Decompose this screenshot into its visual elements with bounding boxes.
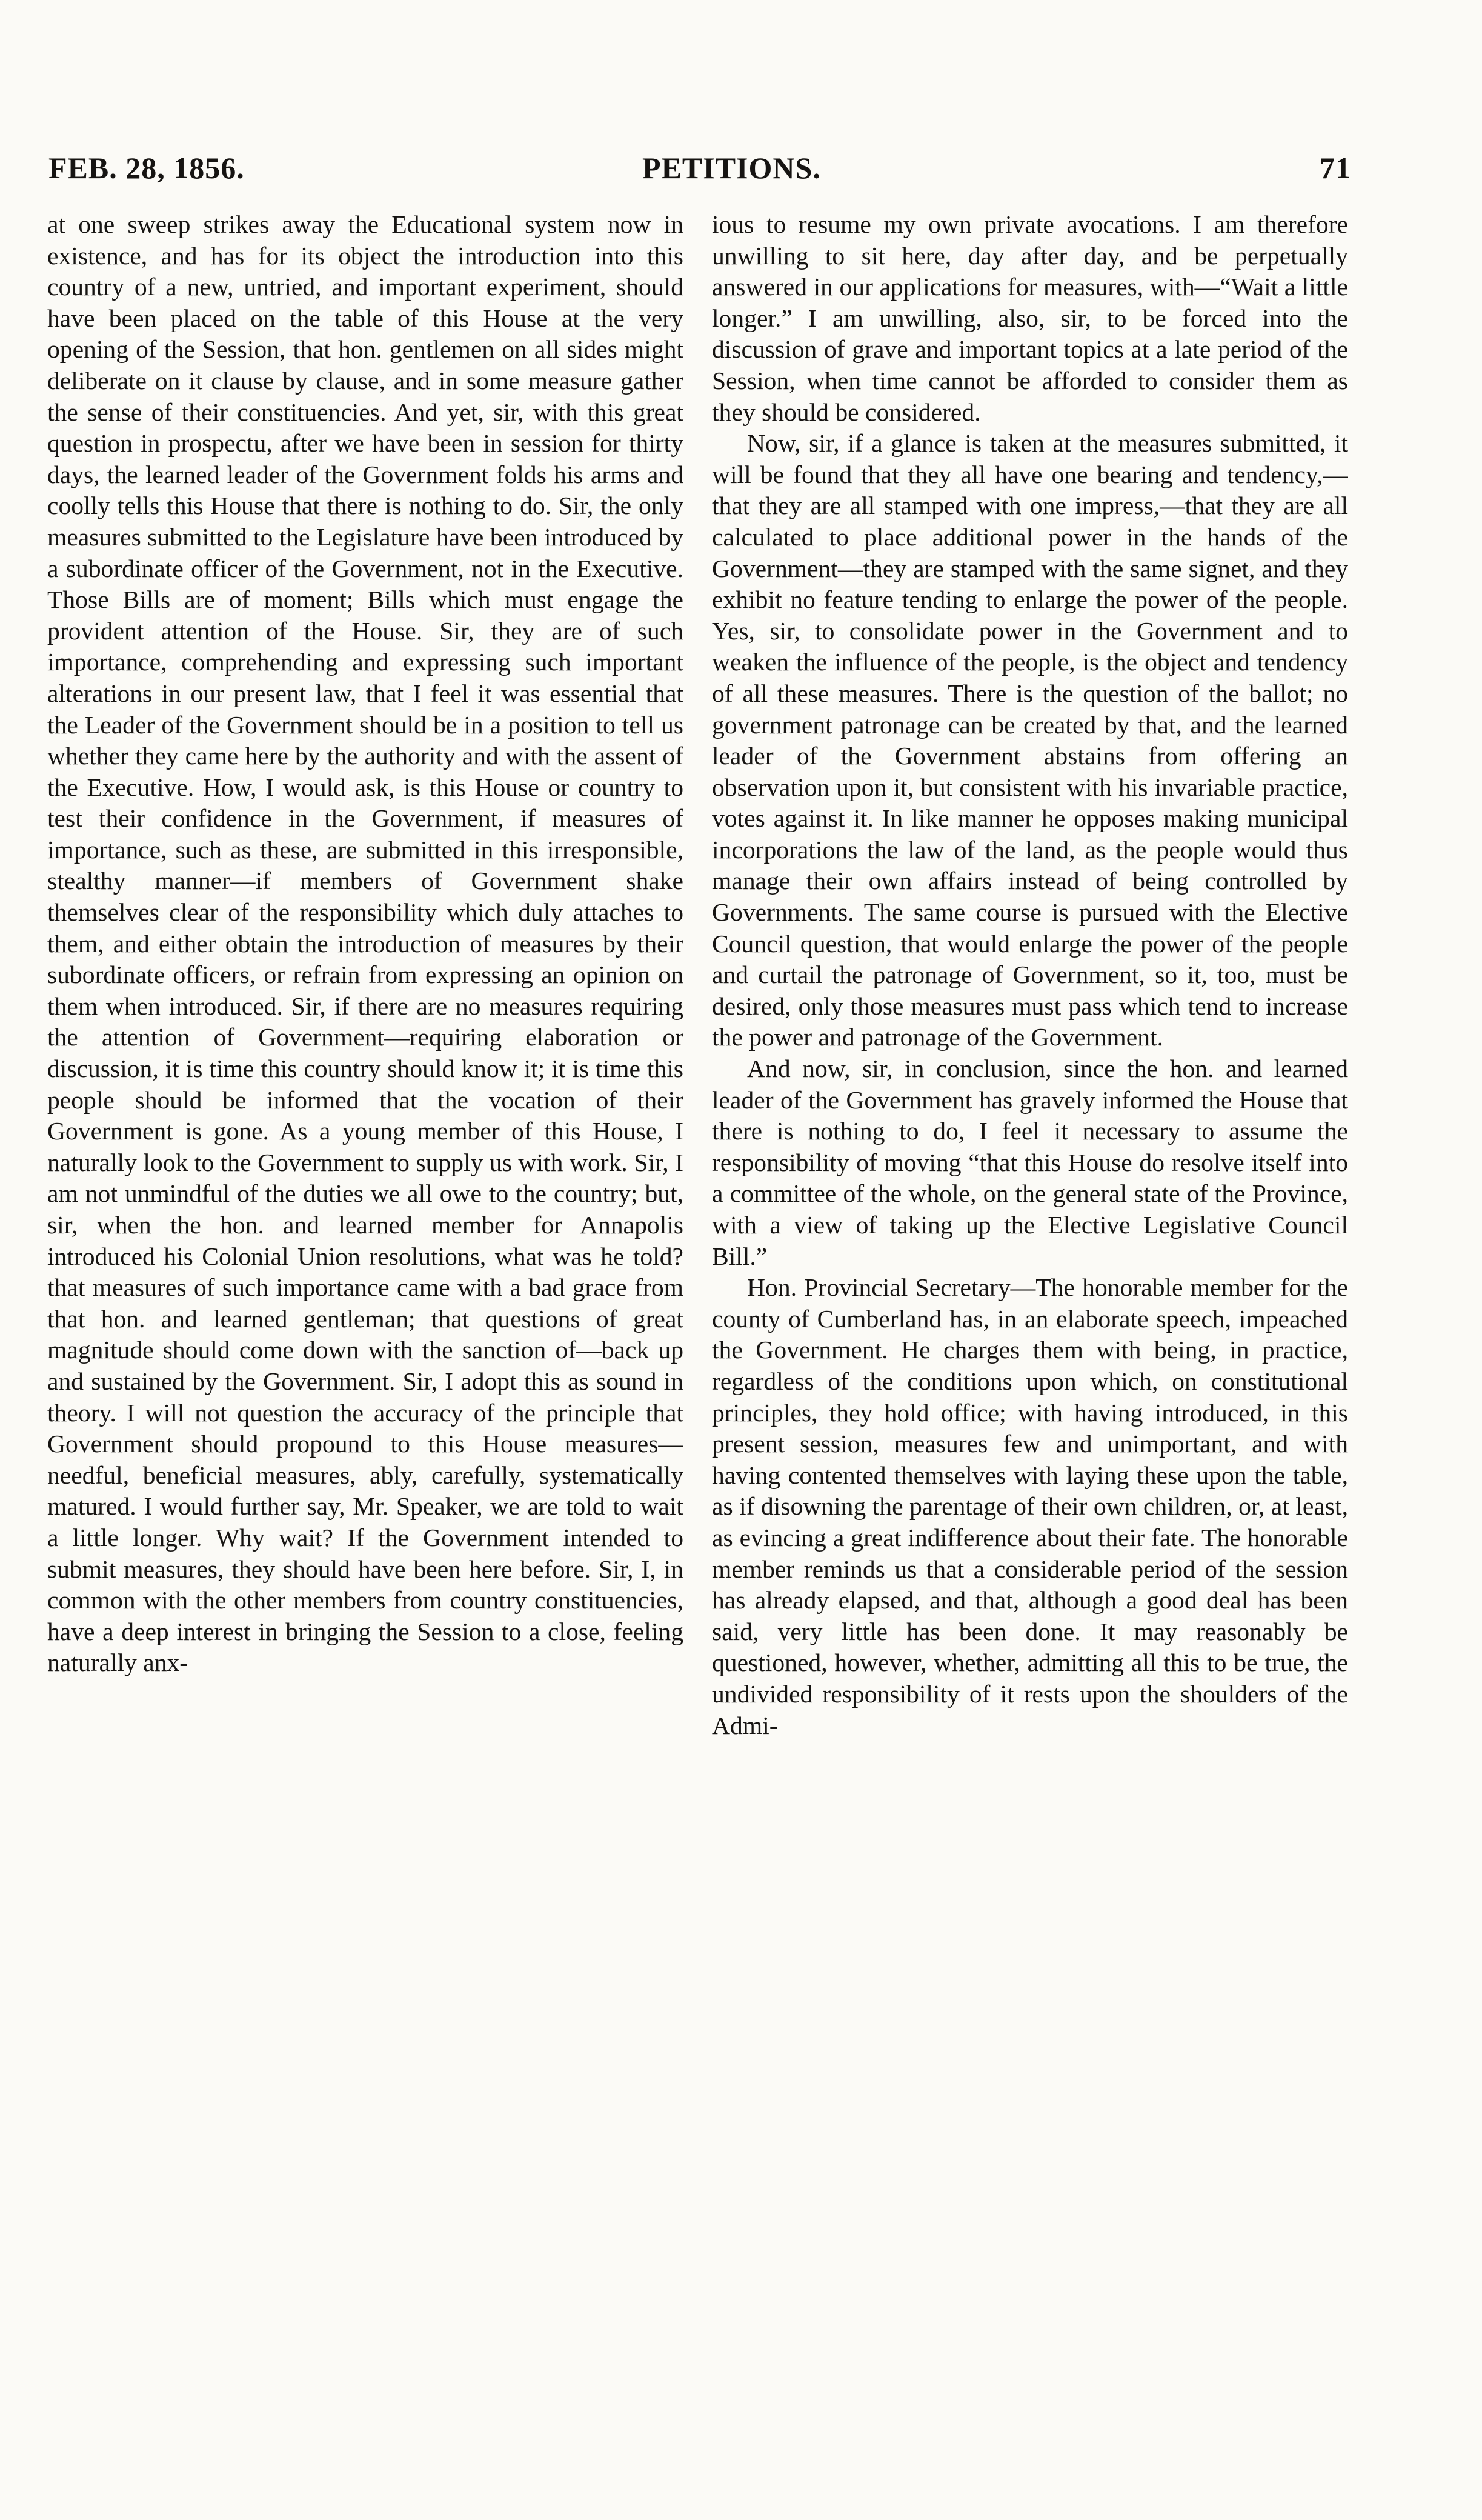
right-paragraph-1: ious to resume my own private avocations. I am therefore unwilling to sit here, day after day, and be perpetually answered in our applications for measures, with—“Wait a little longer.” I am unwilling, also, sir, to be forced into the discussion of grave and important topics at a late period of the Session, when time cannot be afforded to consider them as they should be considered. — [712, 210, 1348, 426]
right-column — [712, 209, 1348, 2500]
right-paragraph-4: Hon. Provincial Secretary—The honorable member for the county of Cumberland has, in an elaborate speech, impeached the Government. He charges them with being, in practice, regardless of the conditions upon which, on constitutional principles, they hold office; with having introduced, in this present session, measures few and unimportant, and with having contented themselves with laying these upon the table, as if disowning the parentage of their own children, or, at least, as evincing a great indifference about their fate. The honorable member reminds us that a considerable period of the session has already elapsed, and that, although a good deal has been said, very little has been done. It may reasonably be questioned, however, whether, admitting all this to be true, the undivided responsibility of it rests upon the shoulders of the Admi- — [712, 1273, 1348, 1739]
page-header — [48, 150, 1351, 193]
page-number: 71 — [1320, 151, 1351, 185]
left-column — [47, 209, 683, 2500]
header-date: FEB. 28, 1856. — [48, 151, 245, 185]
left-paragraph-1: at one sweep strikes away the Educational system now in existence, and has for its object the introduction into this country of a new, untried, and important experiment, should have been placed on the table of this House at the very opening of the Session, that hon. gentlemen on all sides might deliberate on it clause by clause, and in some measure gather the sense of their constituencies. And yet, sir, with this great question in prospectu, after we have been in session for thirty days, the learned leader of the Government folds his arms and coolly tells this House that there is nothing to do. Sir, the only measures submitted to the Legislature have been introduced by a subordinate officer of the Government, not in the Executive. Those Bills are of moment; Bills which must engage the provident attention of the House. Sir, they are of such importance, comprehending and expressing such important alterations in our present law, that I feel it was essential that the Leader of the Government should be in a position to tell us whether they came here by the authority and with the assent of the Executive. How, I would ask, is this House or country to test their confidence in the Government, if measures of importance, such as these, are submitted in this irresponsible, stealthy manner—if members of Government shake themselves clear of the responsibility which duly attaches to them, and either obtain the introduction of measures by their subordinate officers, or refrain from expressing an opinion on them when introduced. Sir, if there are no measures requiring the attention of Government—requiring elaboration or discussion, it is time this country should know it; it is time this people should be informed that the vocation of their Government is gone. As a young member of this House, I naturally look to the Government to supply us with work. Sir, I am not unmindful of the duties we all owe to the country; but, sir, when the hon. and learned member for Annapolis introduced his Colonial Union resolutions, what was he told? that measures of such importance came with a bad grace from that hon. and learned gentleman; that questions of great magnitude should come down with the sanction of—back up and sustained by the Government. Sir, I adopt this as sound in theory. I will not question the accuracy of the principle that Government should propound to this House measures—needful, beneficial measures, ably, carefully, systematically matured. I would further say, Mr. Speaker, we are told to wait a little longer. Why wait? If the Government intended to submit measures, they should have been here before. Sir, I, in common with the other members from country constituencies, have a deep interest in bringing the Session to a close, feeling naturally anx- — [47, 210, 683, 1677]
right-paragraph-3: And now, sir, in conclusion, since the hon. and learned leader of the Government has gravely informed the House that there is nothing to do, I feel it necessary to assume the responsibility of moving “that this House do resolve itself into a committee of the whole, on the general state of the Province, with a view of taking up the Elective Legislative Council Bill.” — [712, 1055, 1348, 1270]
right-paragraph-2: Now, sir, if a glance is taken at the measures submitted, it will be found that they all have one bearing and tendency,—that they are all stamped with one impress,—that they are all calculated to place additional power in the hands of the Government—they are stamped with the same signet, and they exhibit no feature tending to enlarge the power of the people. Yes, sir, to consolidate power in the Government and to weaken the influence of the people, is the object and tendency of all these measures. There is the question of the ballot; no government patronage can be created by that, and the learned leader of the Government abstains from offering an observation upon it, but consistent with his invariable practice, votes against it. In like manner he opposes making municipal incorporations the law of the land, as the people would thus manage their own affairs instead of being controlled by Governments. The same course is pursued with the Elective Council question, that would enlarge the power of the people and curtail the patronage of Government, so it, too, must be desired, only those measures must pass which tend to increase the power and patronage of the Government. — [712, 429, 1348, 1052]
header-title: PETITIONS. — [642, 151, 821, 185]
